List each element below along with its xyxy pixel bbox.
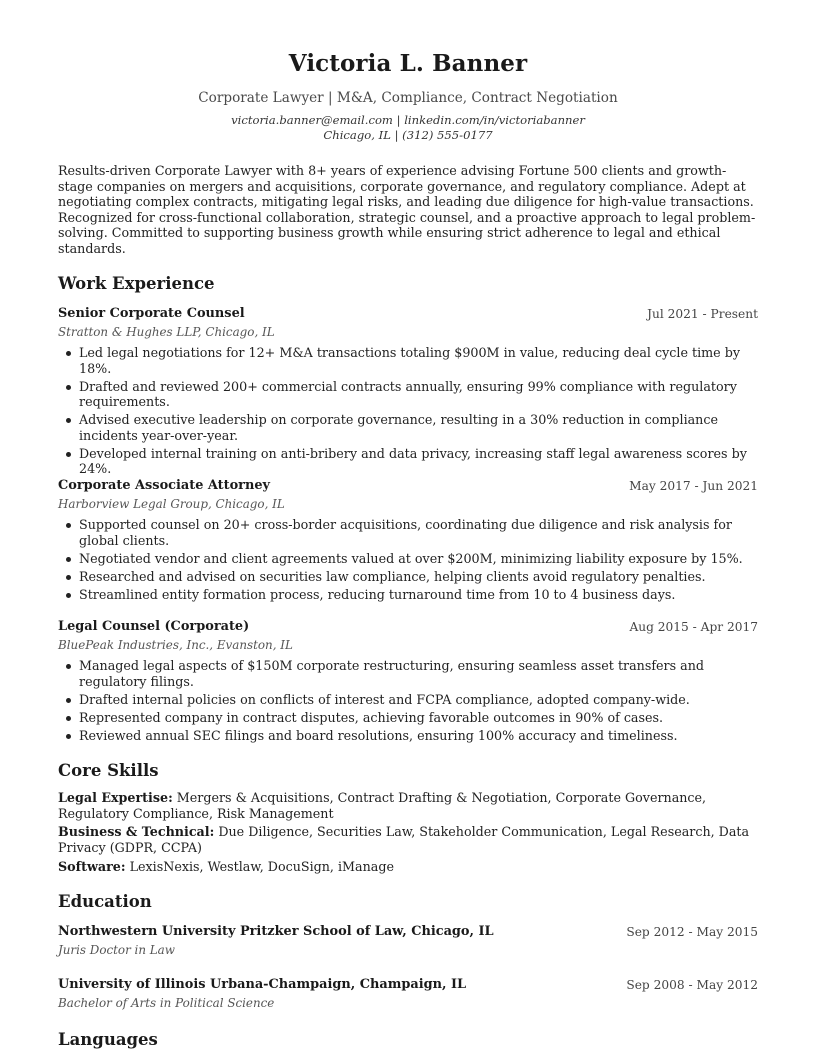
bullet-item: Researched and advised on securities law compliance, helping clients avoid regulatory penalties. xyxy=(79,569,779,585)
job-title: Legal Counsel (Corporate) xyxy=(58,619,250,634)
bullet-item: Led legal negotiations for 12+ M&A transactions totaling $900M in value, reducing deal cycle time by 18%. xyxy=(79,345,779,376)
candidate-name: Victoria L. Banner xyxy=(288,50,528,77)
job-title: Senior Corporate Counsel xyxy=(58,306,245,321)
skill-row-software xyxy=(58,859,758,875)
job-dates: Aug 2015 - Apr 2017 xyxy=(629,620,758,634)
skill-values: Mergers & Acquisitions, Contract Drafting & Negotiation, Corporate Governance, Regulatory Compliance, Risk Management xyxy=(58,790,707,821)
degree: Bachelor of Arts in Political Science xyxy=(58,996,275,1010)
job-company: Harborview Legal Group, Chicago, IL xyxy=(58,497,285,511)
job-company: BluePeak Industries, Inc., Evanston, IL xyxy=(58,638,293,652)
job-company: Stratton & Hughes LLP, Chicago, IL xyxy=(58,325,275,339)
skill-label: Legal Expertise: xyxy=(58,790,173,805)
bullet-item: Advised executive leadership on corporate governance, resulting in a 30% reduction in compliance incidents year-over-year. xyxy=(79,412,779,443)
job-dates: Jul 2021 - Present xyxy=(647,307,758,321)
core-skills-heading: Core Skills xyxy=(58,761,159,780)
skill-row-business-technical xyxy=(58,824,758,855)
education-dates: Sep 2012 - May 2015 xyxy=(626,925,758,939)
skill-label: Business & Technical: xyxy=(58,824,215,839)
education-dates: Sep 2008 - May 2012 xyxy=(626,978,758,992)
education-heading: Education xyxy=(58,892,152,911)
skill-label: Software: xyxy=(58,859,126,874)
bullet-item: Supported counsel on 20+ cross-border acquisitions, coordinating due diligence and risk analysis for global clients. xyxy=(79,517,779,548)
languages-heading: Languages xyxy=(58,1030,158,1049)
bullet-item: Drafted internal policies on conflicts of interest and FCPA compliance, adopted company-wide. xyxy=(79,692,779,708)
skill-row-legal-expertise xyxy=(58,790,758,821)
contact-location-phone: Chicago, IL | (312) 555-0177 xyxy=(323,128,493,142)
bullet-item: Streamlined entity formation process, reducing turnaround time from 10 to 4 business days. xyxy=(79,587,779,603)
work-experience-heading: Work Experience xyxy=(58,274,215,293)
bullet-item: Managed legal aspects of $150M corporate restructuring, ensuring seamless asset transfers and regulatory filings. xyxy=(79,658,779,689)
job-bullets xyxy=(58,345,779,479)
bullet-item: Reviewed annual SEC filings and board resolutions, ensuring 100% accuracy and timeliness. xyxy=(79,728,779,744)
school-name: University of Illinois Urbana-Champaign, Champaign, IL xyxy=(58,977,467,992)
bullet-item: Developed internal training on anti-bribery and data privacy, increasing staff legal awareness scores by 24%. xyxy=(79,446,779,477)
skill-values: LexisNexis, Westlaw, DocuSign, iManage xyxy=(125,859,394,874)
job-dates: May 2017 - Jun 2021 xyxy=(629,479,758,493)
professional-summary: Results-driven Corporate Lawyer with 8+ years of experience advising Fortune 500 clients and growth-stage companies on mergers and acquisitions, corporate governance, and regulatory compliance. Adept at negotiating complex contracts, mitigating legal risks, and leading due diligence for high-value transactions. Recognized for cross-functional collaboration, strategic counsel, and a proactive approach to legal problem-solving. Committed to supporting business growth while ensuring strict adherence to legal and ethical standards. xyxy=(58,163,756,256)
job-bullets xyxy=(58,517,779,605)
bullet-item: Negotiated vendor and client agreements valued at over $200M, minimizing liability exposure by 15%. xyxy=(79,551,779,567)
contact-email-linkedin: victoria.banner@email.com | linkedin.com/in/victoriabanner xyxy=(231,113,585,127)
bullet-item: Represented company in contract disputes, achieving favorable outcomes in 90% of cases. xyxy=(79,710,779,726)
skill-values: Due Diligence, Securities Law, Stakeholder Communication, Legal Research, Data Privacy (GDPR, CCPA) xyxy=(58,824,750,855)
candidate-headline: Corporate Lawyer | M&A, Compliance, Contract Negotiation xyxy=(198,90,618,106)
degree: Juris Doctor in Law xyxy=(58,943,175,957)
job-title: Corporate Associate Attorney xyxy=(58,478,271,493)
job-bullets xyxy=(58,658,779,746)
school-name: Northwestern University Pritzker School of Law, Chicago, IL xyxy=(58,924,494,939)
bullet-item: Drafted and reviewed 200+ commercial contracts annually, ensuring 99% compliance with regulatory requirements. xyxy=(79,379,779,410)
